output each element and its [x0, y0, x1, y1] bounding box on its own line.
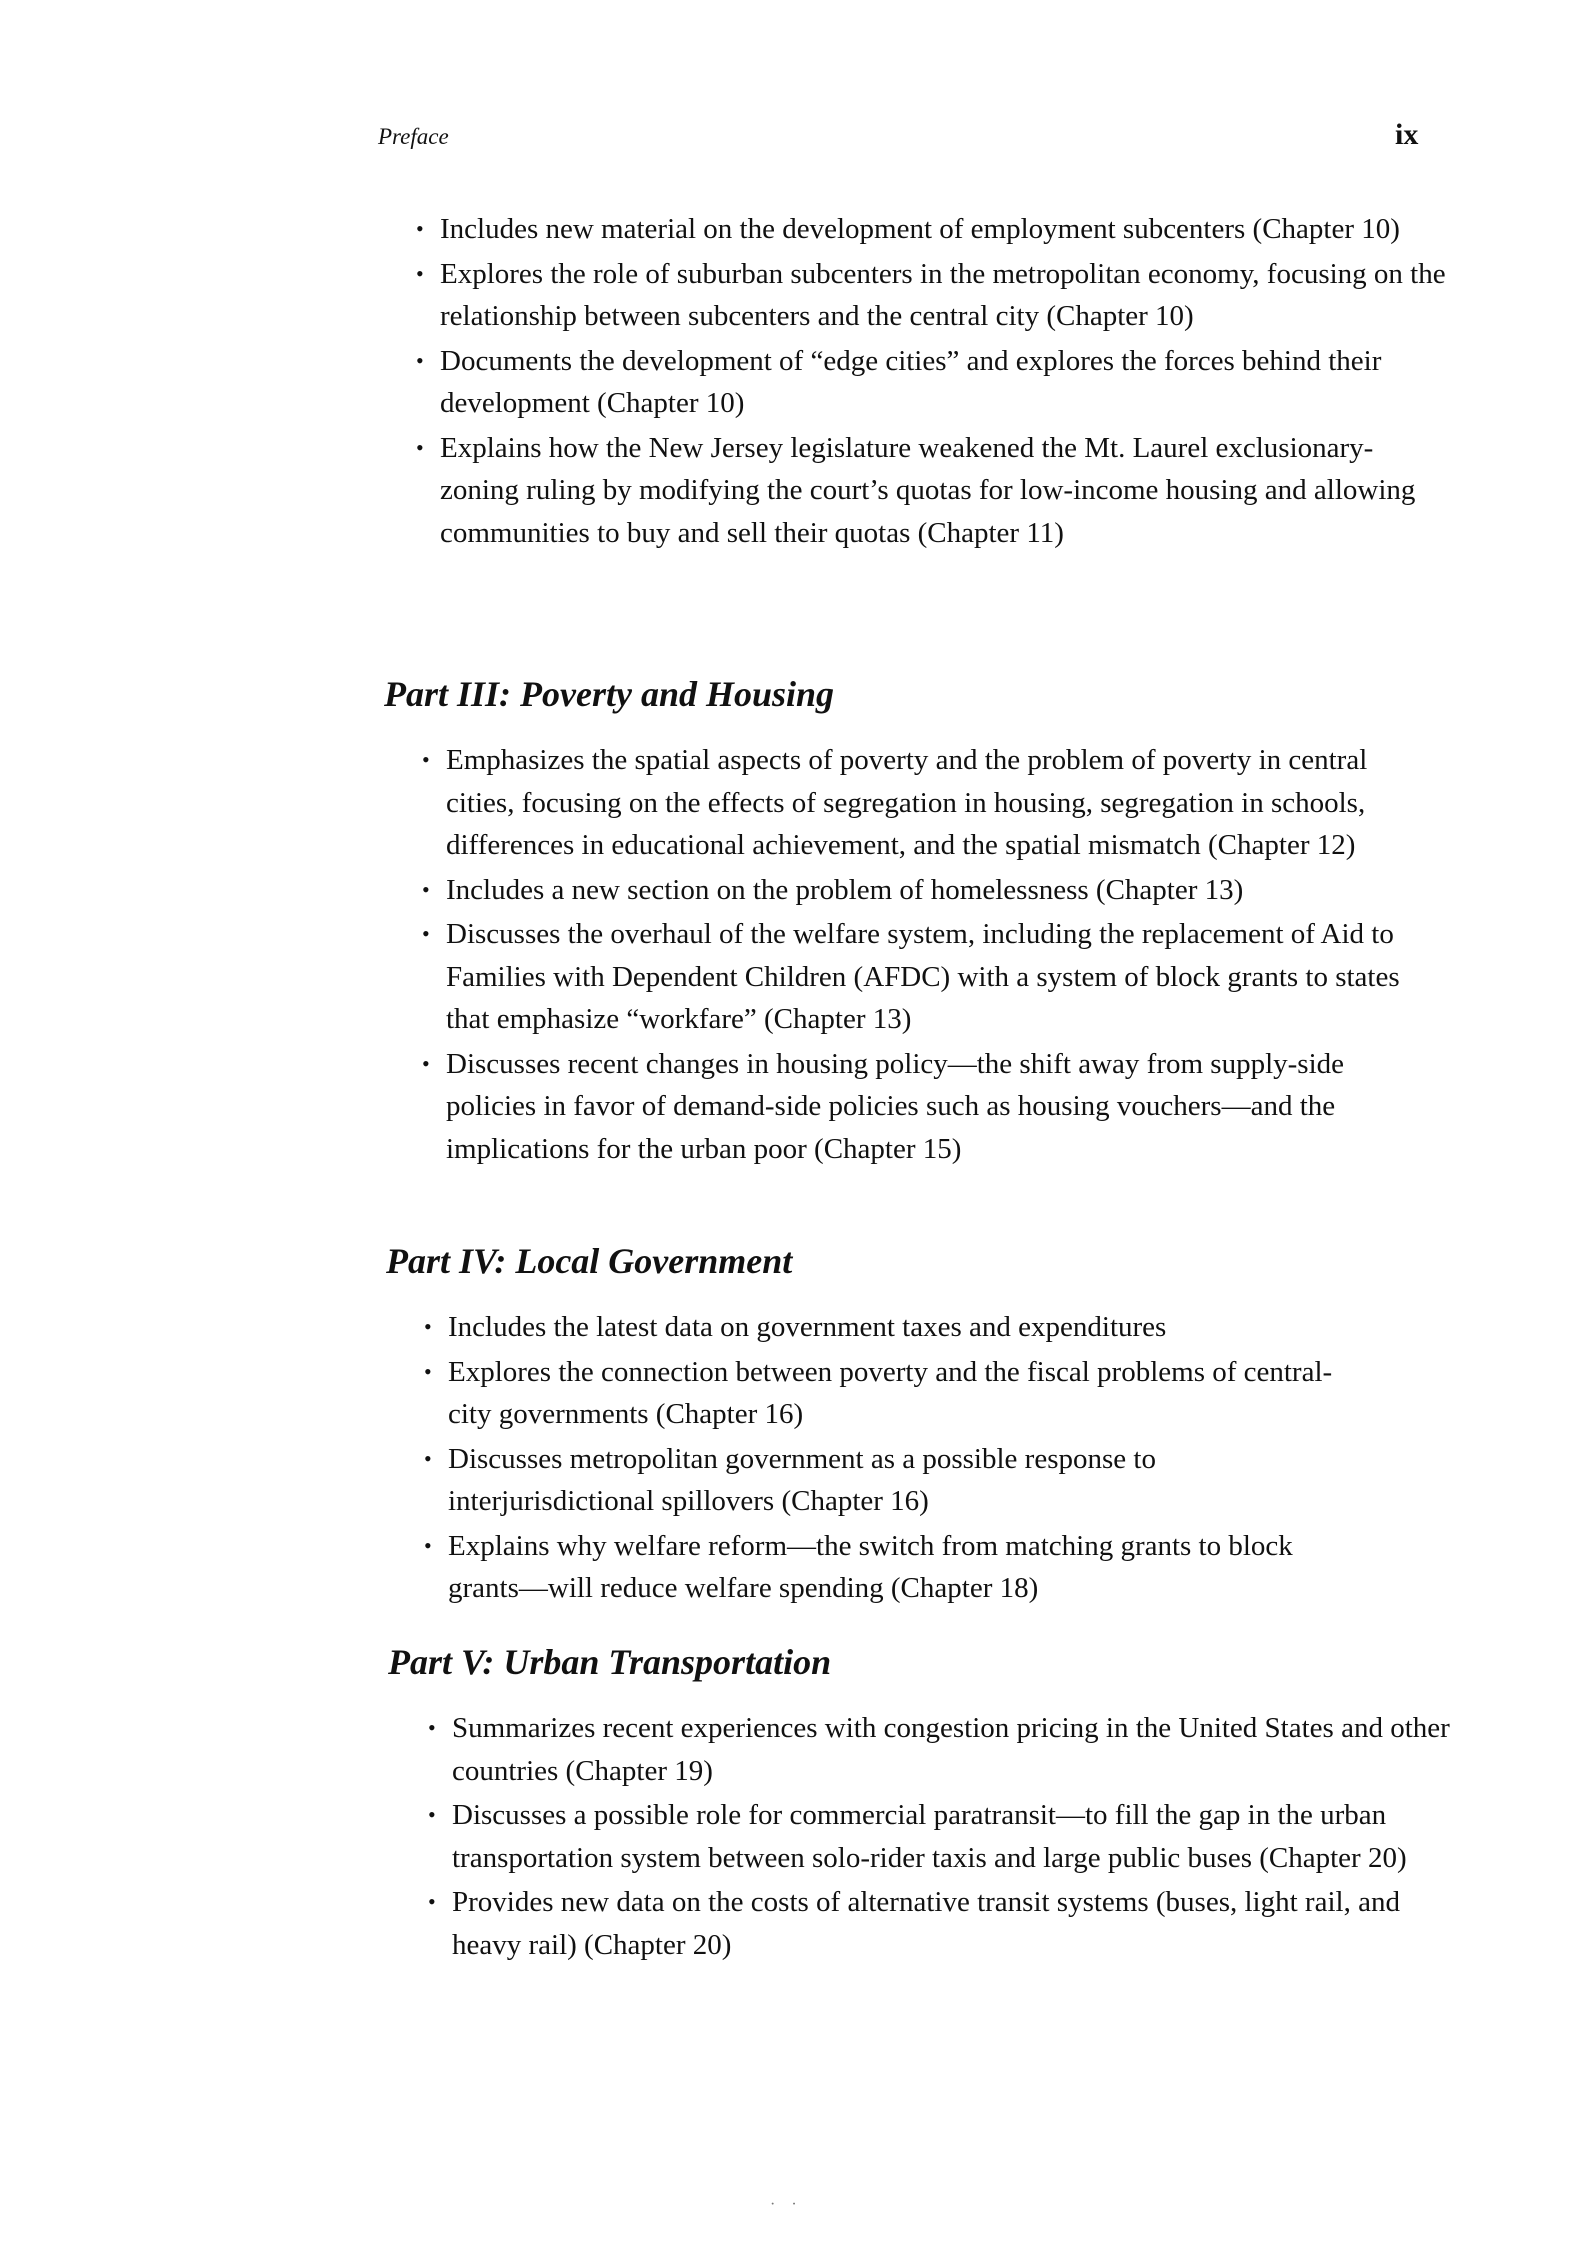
list-item-text: Explores the role of suburban subcenters in the metropolitan economy, focusing on the relationship between subcenters and the central city (Chapter 10) — [440, 257, 1446, 332]
list-item — [428, 1881, 1452, 1966]
bullet-icon: • — [416, 347, 424, 373]
list-item — [422, 1043, 1436, 1171]
list-item-text: Documents the development of “edge cities” and explores the forces behind their development (Chapter 10) — [440, 344, 1382, 419]
bullet-icon: • — [422, 876, 430, 902]
page-number: ix — [1395, 118, 1419, 151]
scan-artifact: · · — [770, 2196, 803, 2213]
bullet-list — [416, 208, 1450, 554]
list-item-text: Discusses the overhaul of the welfare system, including the replacement of Aid to Families with Dependent Children (AFDC) with a system of block grants to states that emphasize “workfare” (Chapter 13) — [446, 918, 1400, 1035]
bullet-icon: • — [422, 747, 430, 772]
list-item — [422, 739, 1436, 867]
list-item-text: Includes new material on the development of employment subcenters (Chapter 10) — [440, 213, 1400, 245]
list-item-text: Includes the latest data on government taxes and expenditures — [448, 1311, 1167, 1343]
list-item — [428, 1707, 1452, 1792]
bullet-icon: • — [416, 216, 424, 241]
list-item-text: Explores the connection between poverty and the fiscal problems of central-city governments (Chapter 16) — [448, 1355, 1333, 1430]
section-heading: Part V: Urban Transportation — [388, 1642, 832, 1682]
list-item — [424, 1438, 1348, 1523]
bullet-icon: • — [428, 1802, 436, 1827]
section-part-iii — [384, 671, 1444, 1172]
list-item — [416, 427, 1450, 555]
bullet-icon: • — [416, 260, 424, 286]
list-item-text: Includes a new section on the problem of homelessness (Chapter 13) — [446, 873, 1244, 906]
section-continued — [416, 208, 1450, 556]
bullet-icon: • — [416, 434, 424, 460]
bullet-icon: • — [428, 1889, 436, 1914]
list-item-text: Summarizes recent experiences with congestion pricing in the United States and other countries (Chapter 19) — [452, 1712, 1450, 1787]
section-heading: Part IV: Local Government — [386, 1241, 793, 1281]
list-item — [422, 869, 1436, 912]
list-item — [424, 1306, 1348, 1349]
list-item — [428, 1794, 1452, 1879]
bullet-icon: • — [422, 921, 430, 946]
list-item-text: Discusses metropolitan government as a possible response to interjurisdictional spillovers (Chapter 16) — [448, 1442, 1156, 1517]
list-item-text: Discusses recent changes in housing policy—the shift away from supply-side policies in favor of demand-side policies such as housing vouchers—and the implications for the urban poor (Chapter 15) — [446, 1047, 1345, 1165]
section-part-iv — [386, 1238, 1446, 1612]
list-item — [422, 913, 1436, 1041]
bullet-list — [428, 1707, 1452, 1966]
section-heading: Part III: Poverty and Housing — [384, 674, 835, 714]
list-item — [424, 1351, 1348, 1436]
list-item — [424, 1525, 1348, 1610]
bullet-icon: • — [424, 1314, 432, 1339]
list-item-text: Emphasizes the spatial aspects of poverty and the problem of poverty in central cities, focusing on the effects of segregation in housing, segregation in schools, differences in educational achievement, and the spatial mismatch (Chapter 12) — [446, 744, 1368, 861]
list-item-text: Provides new data on the costs of alternative transit systems (buses, light rail, and heavy rail) (Chapter 20) — [452, 1886, 1400, 1961]
bullet-icon: • — [422, 1050, 430, 1076]
bullet-icon: • — [424, 1532, 432, 1558]
bullet-icon: • — [424, 1358, 432, 1384]
bullet-list — [422, 739, 1436, 1170]
list-item-text: Explains why welfare reform—the switch from matching grants to block grants—will reduce welfare spending (Chapter 18) — [448, 1529, 1293, 1604]
bullet-icon: • — [428, 1715, 436, 1740]
list-item — [416, 208, 1450, 251]
list-item — [416, 253, 1450, 338]
list-item-text: Discusses a possible role for commercial paratransit—to fill the gap in the urban transportation system between solo-rider taxis and large public buses (Chapter 20) — [452, 1799, 1407, 1874]
running-head: Preface — [378, 124, 449, 149]
section-part-v — [388, 1639, 1448, 1968]
bullet-icon: • — [424, 1445, 432, 1471]
bullet-list — [424, 1306, 1348, 1610]
list-item-text: Explains how the New Jersey legislature weakened the Mt. Laurel exclusionary-zoning ruling by modifying the court’s quotas for low-income housing and allowing communities to buy and sell their quotas (Chapter 11) — [440, 431, 1416, 549]
list-item — [416, 340, 1450, 425]
